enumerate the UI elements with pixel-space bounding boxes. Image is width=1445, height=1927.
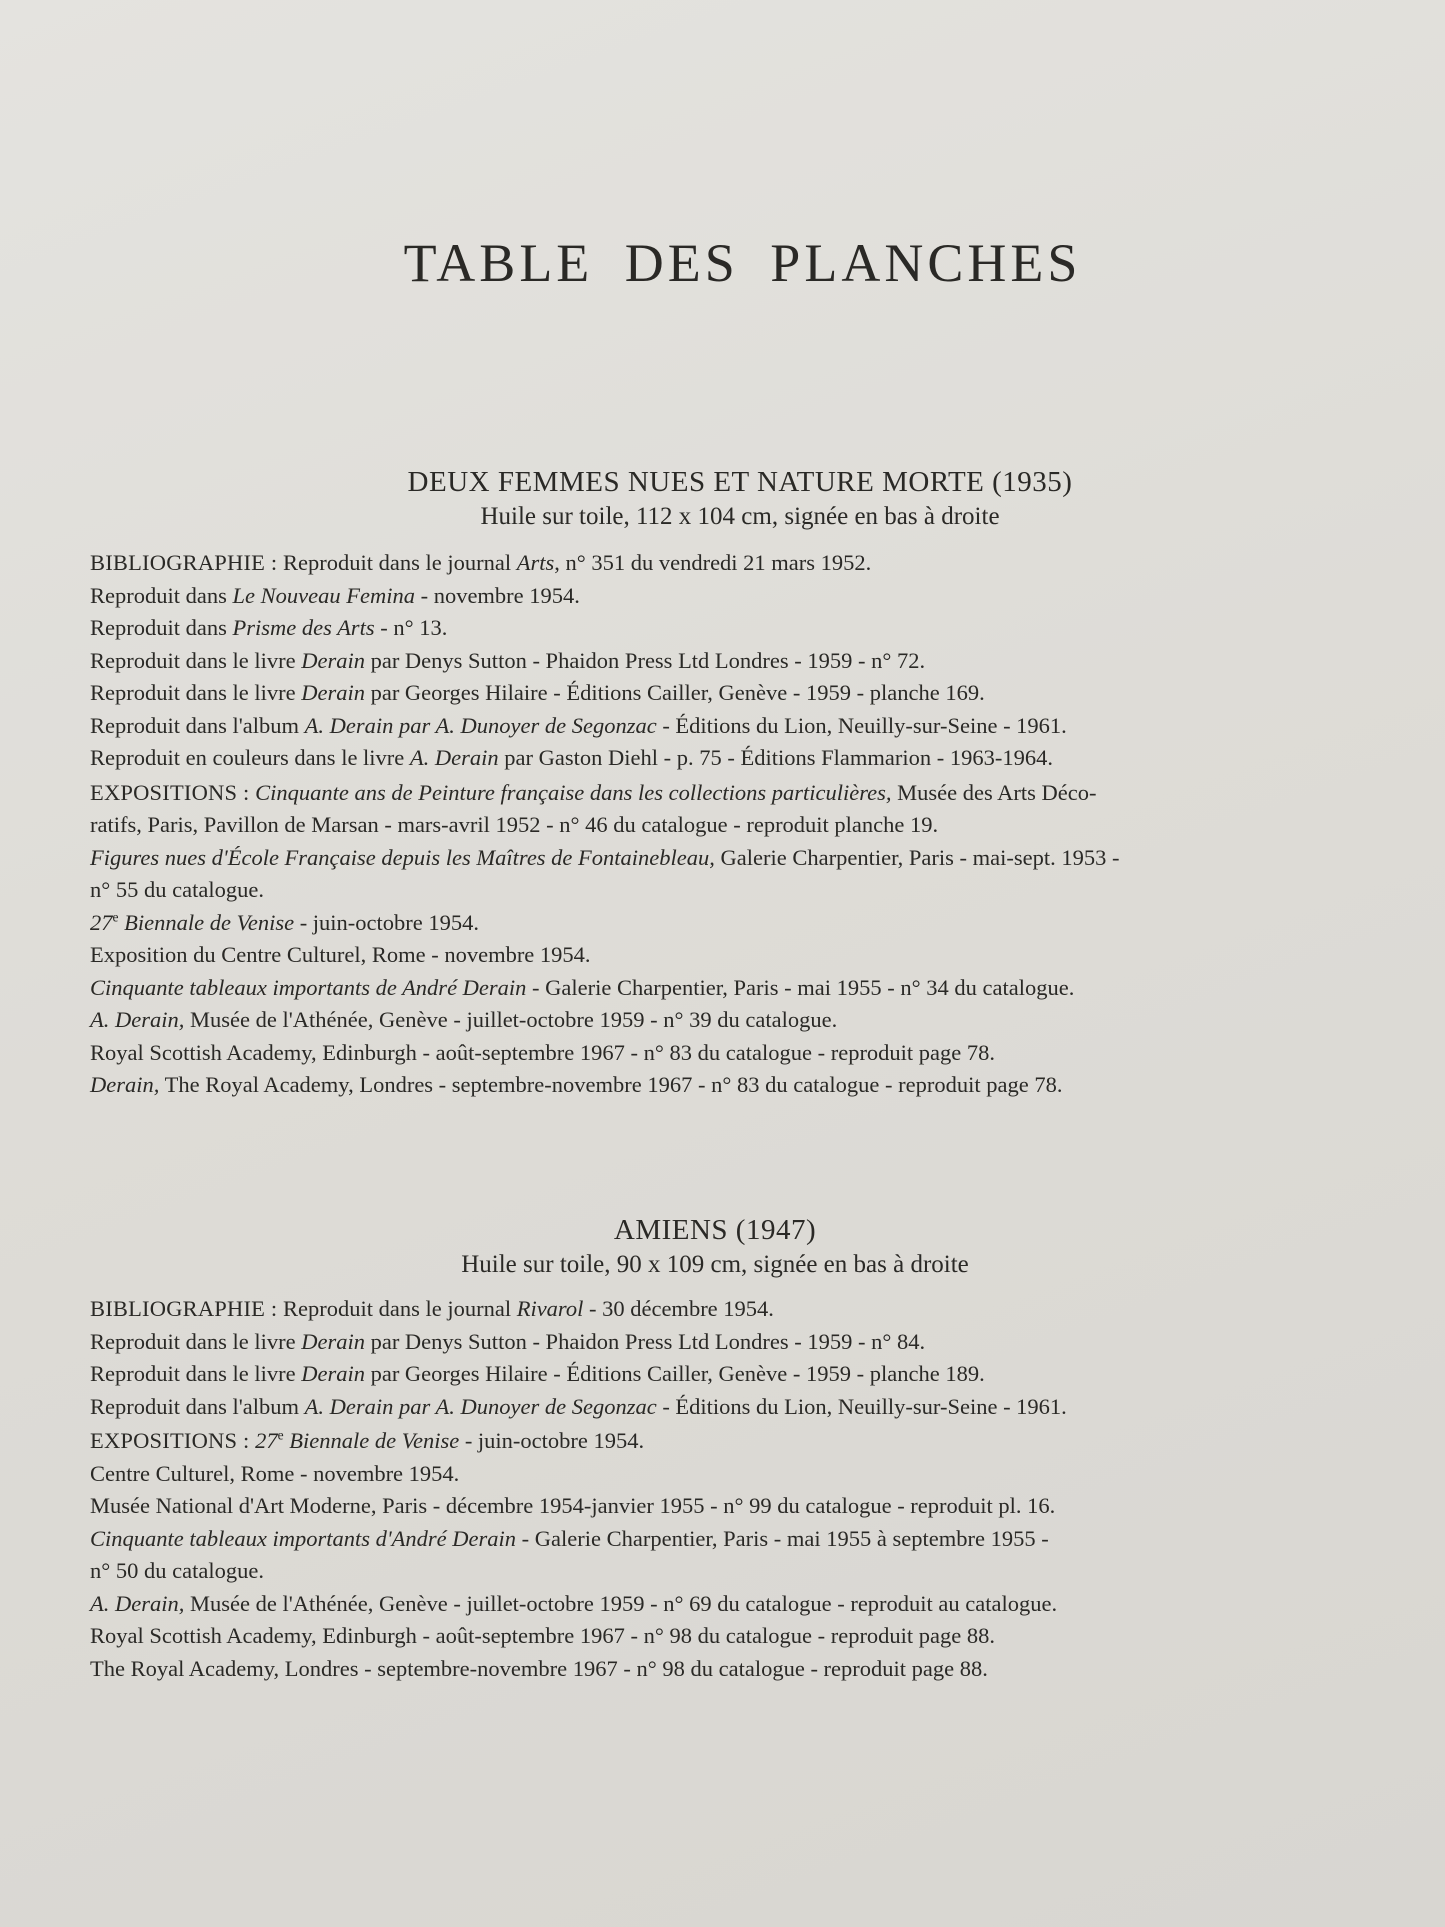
italic-title: A. Derain [409,745,499,770]
text-run: Royal Scottish Academy, Edinburgh - août-septembre 1967 - n° 98 du catalogue - reproduit page 88. [90,1623,996,1648]
entry-line [90,1004,1310,1037]
italic-title: Derain [301,680,365,705]
text-run: Reproduit dans [90,615,233,640]
plate-title: DEUX FEMMES NUES ET NATURE MORTE (1935) [407,466,1073,498]
italic-title: A. Derain par A. Dunoyer de Segonzac [304,712,657,738]
text-run: Reproduit dans le journal [277,550,517,575]
italic-title: Derain [301,1328,365,1354]
italic-title: Biennale de Venise [283,1428,460,1453]
text-run: Musée de l'Athénée, Genève - juillet-octobre 1959 - n° 69 du catalogue - reproduit au catalogue. [184,1590,1058,1616]
entry-line [90,874,1310,907]
text-run: Galerie Charpentier, Paris - mai-sept. 1953 - [714,844,1120,870]
italic-title: Biennale de Venise [118,909,295,935]
plate-entry-deux-femmes [90,466,1310,1104]
plate-title: AMIENS (1947) [613,1214,817,1246]
entry-line [90,907,1310,940]
text-run: - juin-octobre 1954. [459,1428,645,1453]
bibliography-section [90,1293,1310,1423]
entry-line [90,645,1310,678]
text-run: Exposition du Centre Culturel, Rome - novembre 1954. [90,942,591,967]
entry-line [90,939,1310,972]
text-run: - Éditions du Lion, Neuilly-sur-Seine - 1961. [656,712,1067,738]
entry-line [90,1653,1310,1686]
entry-line [90,710,1310,743]
text-run: Reproduit en couleurs dans le livre [90,745,410,770]
italic-title: Derain [301,647,365,673]
page-title: TABLE DES PLANCHES [403,233,1082,293]
entry-line [90,777,1310,810]
text-run: Reproduit dans le livre [90,1328,302,1354]
section-label: EXPOSITIONS : [90,779,250,805]
entry-line [90,842,1310,875]
text-run: Musée National d'Art Moderne, Paris - décembre 1954-janvier 1955 - n° 99 du catalogue - reproduit pl. 16. [90,1493,1056,1518]
plate-medium: Huile sur toile, 112 x 104 cm, signée en bas à droite [480,503,1000,530]
italic-title: A. Derain, [90,1590,185,1616]
text-run: - n° 13. [374,615,448,640]
text-run: Reproduit dans l'album [90,1393,305,1419]
text-run: par Georges Hilaire - Éditions Cailler, Genève - 1959 - planche 169. [364,680,985,705]
italic-title: A. Derain par A. Dunoyer de Segonzac [304,1393,657,1419]
text-run: Musée des Arts Déco- [891,779,1097,805]
section-label: EXPOSITIONS : [90,1428,250,1453]
text-run: n° 55 du catalogue. [90,877,264,902]
text-run: Musée de l'Athénée, Genève - juillet-octobre 1959 - n° 39 du catalogue. [184,1007,838,1032]
text-run: Reproduit dans l'album [90,712,305,738]
italic-title: 27 [90,909,113,935]
expositions-section [90,1425,1310,1685]
text-run: - Éditions du Lion, Neuilly-sur-Seine - 1961. [656,1393,1067,1419]
entry-line [90,809,1310,842]
entry-line [90,1620,1310,1653]
italic-title: 27 [255,1428,278,1453]
text-run: - juin-octobre 1954. [294,909,480,935]
entry-line [90,1523,1310,1556]
entry-line [90,742,1310,775]
text-run: Reproduit dans le journal [277,1296,517,1321]
text-run: - 30 décembre 1954. [583,1296,774,1321]
text-run: par Denys Sutton - Phaidon Press Ltd Londres - 1959 - n° 84. [364,1328,926,1354]
text-run: , n° 351 du vendredi 21 mars 1952. [554,550,872,575]
italic-title: Prisme des Arts [232,615,375,640]
entry-line [90,1326,1310,1359]
italic-title: Figures nues d'École Française depuis les Maîtres de Fontainebleau, [90,844,715,870]
entry-line [90,1037,1310,1070]
entry-line [90,1425,1310,1458]
text-run: ratifs, Paris, Pavillon de Marsan - mars-avril 1952 - n° 46 du catalogue - reproduit planche 19. [90,812,939,837]
entry-line [90,1588,1310,1621]
text-run: Reproduit dans le livre [90,1361,302,1386]
italic-title: Rivarol [516,1296,584,1321]
expositions-section [90,777,1310,1102]
italic-title: Derain, [90,1072,160,1097]
italic-title: Cinquante ans de Peinture française dans les collections particulières, [255,779,892,805]
entry-line [90,1069,1310,1102]
text-run: Reproduit dans [90,582,233,608]
section-label: BIBLIOGRAPHIE : [90,550,278,575]
text-run: par Gaston Diehl - p. 75 - Éditions Flammarion - 1963-1964. [498,745,1053,770]
italic-title: Le Nouveau Femina [232,582,415,608]
entry-line [90,1358,1310,1391]
text-run: Royal Scottish Academy, Edinburgh - août-septembre 1967 - n° 83 du catalogue - reproduit page 78. [90,1039,996,1065]
entry-line [90,1458,1310,1491]
italic-title: Derain [301,1361,365,1386]
plate-entry-amiens [90,1214,1310,1687]
entry-line [90,677,1310,710]
italic-title: Cinquante tableaux importants de André Derain [90,974,527,1000]
italic-title: Cinquante tableaux importants d'André Derain [90,1525,517,1551]
entry-line [90,580,1310,613]
text-run: Centre Culturel, Rome - novembre 1954. [90,1460,460,1486]
bibliography-section [90,547,1310,775]
text-run: - Galerie Charpentier, Paris - mai 1955 - n° 34 du catalogue. [526,974,1075,1000]
italic-title: Arts [516,550,555,575]
entry-line [90,1391,1310,1424]
text-run: The Royal Academy, Londres - septembre-novembre 1967 - n° 98 du catalogue - reproduit page 88. [90,1655,988,1681]
entry-line [90,1293,1310,1326]
superscript: e [112,909,119,924]
section-label: BIBLIOGRAPHIE : [90,1296,278,1321]
text-run: The Royal Academy, Londres - septembre-novembre 1967 - n° 83 du catalogue - reproduit page 78. [159,1072,1063,1097]
entry-line [90,1555,1310,1588]
entry-line [90,972,1310,1005]
entry-line [90,547,1310,580]
entry-line [90,612,1310,645]
text-run: - novembre 1954. [414,582,580,608]
entry-line [90,1490,1310,1523]
superscript: e [277,1427,284,1443]
text-run: n° 50 du catalogue. [90,1558,264,1583]
plate-medium: Huile sur toile, 90 x 109 cm, signée en bas à droite [461,1251,969,1278]
text-run: Reproduit dans le livre [90,647,302,673]
italic-title: A. Derain, [90,1007,185,1032]
text-run: par Georges Hilaire - Éditions Cailler, Genève - 1959 - planche 189. [364,1361,985,1386]
text-run: par Denys Sutton - Phaidon Press Ltd Londres - 1959 - n° 72. [364,647,926,673]
text-run: Reproduit dans le livre [90,680,302,705]
text-run: - Galerie Charpentier, Paris - mai 1955 à septembre 1955 - [516,1525,1049,1551]
